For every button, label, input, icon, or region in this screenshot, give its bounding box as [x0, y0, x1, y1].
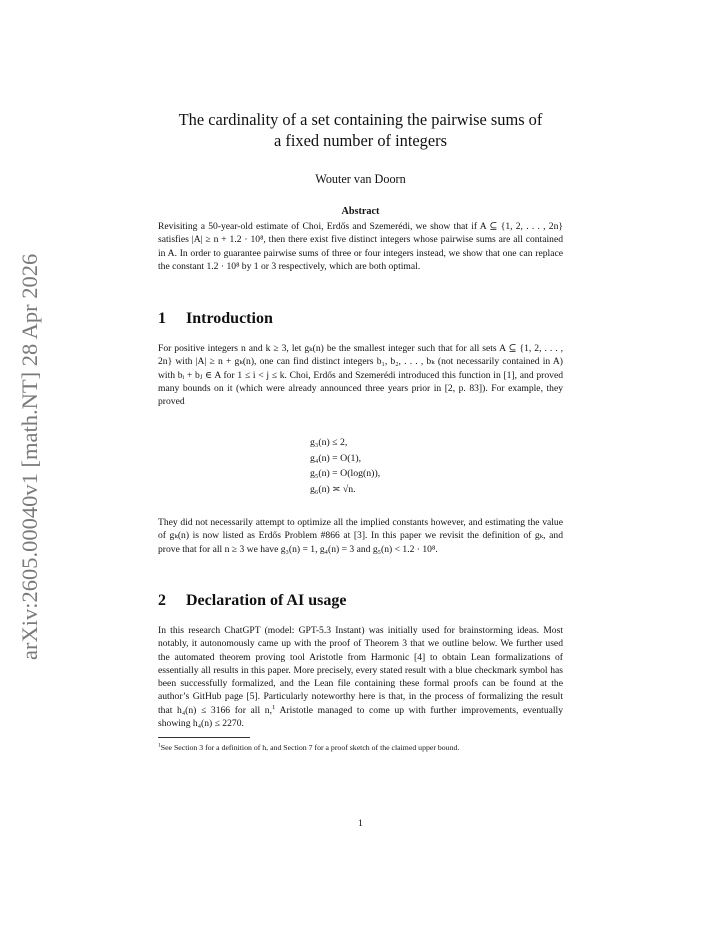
page-number: 1: [358, 818, 363, 829]
footnote-mark: 1: [158, 742, 161, 749]
section-2-heading: [158, 592, 563, 610]
section-2-text-main: In this research ChatGPT (model: GPT-5.3 Instant) was initially used for brainstorming ideas. Most notably, it autonomously came up with the proof of Theorem 3 that we outline below. We further used the automated theorem proving tool Aristotle from Harmonic [4] to obtain Lean formalizations of essentially all results in this paper. More precisely, every stated result with a blue checkmark symbol has been successfully formalized, and the Lean file containing these formal proofs can be found at the author’s GitHub page [5]. Particularly noteworthy here is that, in the process of formalizing the result that h₄(n) ≤ 3166 for all n,: [158, 625, 563, 716]
arxiv-identifier: arXiv:2605.00040v1 [math.NT] 28 Apr 2026: [17, 253, 42, 660]
equation-g6: g₆(n) ≍ √n.: [310, 483, 356, 495]
section-1-paragraph-2: They did not necessarily attempt to optimize all the implied constants however, and estimating the value of gₖ(n) is now listed as Erdős Problem #866 at [3]. In this paper we revisit the definition of gₖ, and prove that for all n ≥ 3 we have g₃(n) = 1, g₄(n) = 3 and g₅(n) < 1.2 · 10⁸.: [158, 517, 563, 555]
title-line-2: a fixed number of integers: [274, 131, 447, 150]
section-1-heading: [158, 310, 563, 328]
section-2-number: 2: [158, 592, 166, 609]
section-2-paragraph-1: [158, 624, 563, 730]
footnote: [158, 742, 563, 753]
section-2-title: Declaration of AI usage: [186, 592, 347, 609]
title-line-1: The cardinality of a set containing the pairwise sums of: [178, 110, 543, 129]
author-name: Wouter van Doorn: [315, 172, 406, 186]
abstract-heading: Abstract: [341, 206, 380, 217]
section-1-number: 1: [158, 310, 166, 327]
abstract-text: Revisiting a 50-year-old estimate of Choi, Erdős and Szemerédi, we show that if A ⊆ {1, 2, . . . , 2n} satisfies |A| ≥ n + 1.2 · 10⁸, then there exist five distinct integers whose pairwise sums are all contained in A. In order to guarantee pairwise sums of three or four integers instead, we show that one can replace the constant 1.2 · 10⁸ by 1 or 3 respectively, which are both optimal.: [158, 221, 563, 272]
section-1-paragraph-1: For positive integers n and k ≥ 3, let gₖ(n) be the smallest integer such that for all sets A ⊆ {1, 2, . . . , 2n} with |A| ≥ n + gₖ(n), one can find distinct integers b₁, b₂, . . . , bₖ (not necessarily contained in A) with bᵢ + bⱼ ∈ A for 1 ≤ i < j ≤ k. Choi, Erdős and Szemerédi introduced this function in [1], and proved many bounds on it (which were already announced three years prior in [2, p. 83]). For example, they proved: [158, 343, 563, 408]
paper-title: [158, 109, 563, 151]
equation-g3: g₃(n) ≤ 2,: [310, 437, 348, 448]
equation-g4: g₄(n) = O(1),: [310, 452, 362, 464]
section-2-text-end: Aristotle managed to come up with further improvements, eventually showing h₄(n) ≤ 2270.: [158, 704, 564, 730]
equation-g5: g₅(n) = O(log(n)),: [310, 468, 381, 479]
footnote-reference: 1: [271, 703, 276, 711]
footnote-text: See Section 3 for a definition of h, and Section 7 for a proof sketch of the claimed upper bound.: [160, 743, 460, 752]
equation-block: [310, 435, 380, 497]
section-1-title: Introduction: [186, 310, 273, 327]
footnote-rule: [158, 737, 250, 738]
